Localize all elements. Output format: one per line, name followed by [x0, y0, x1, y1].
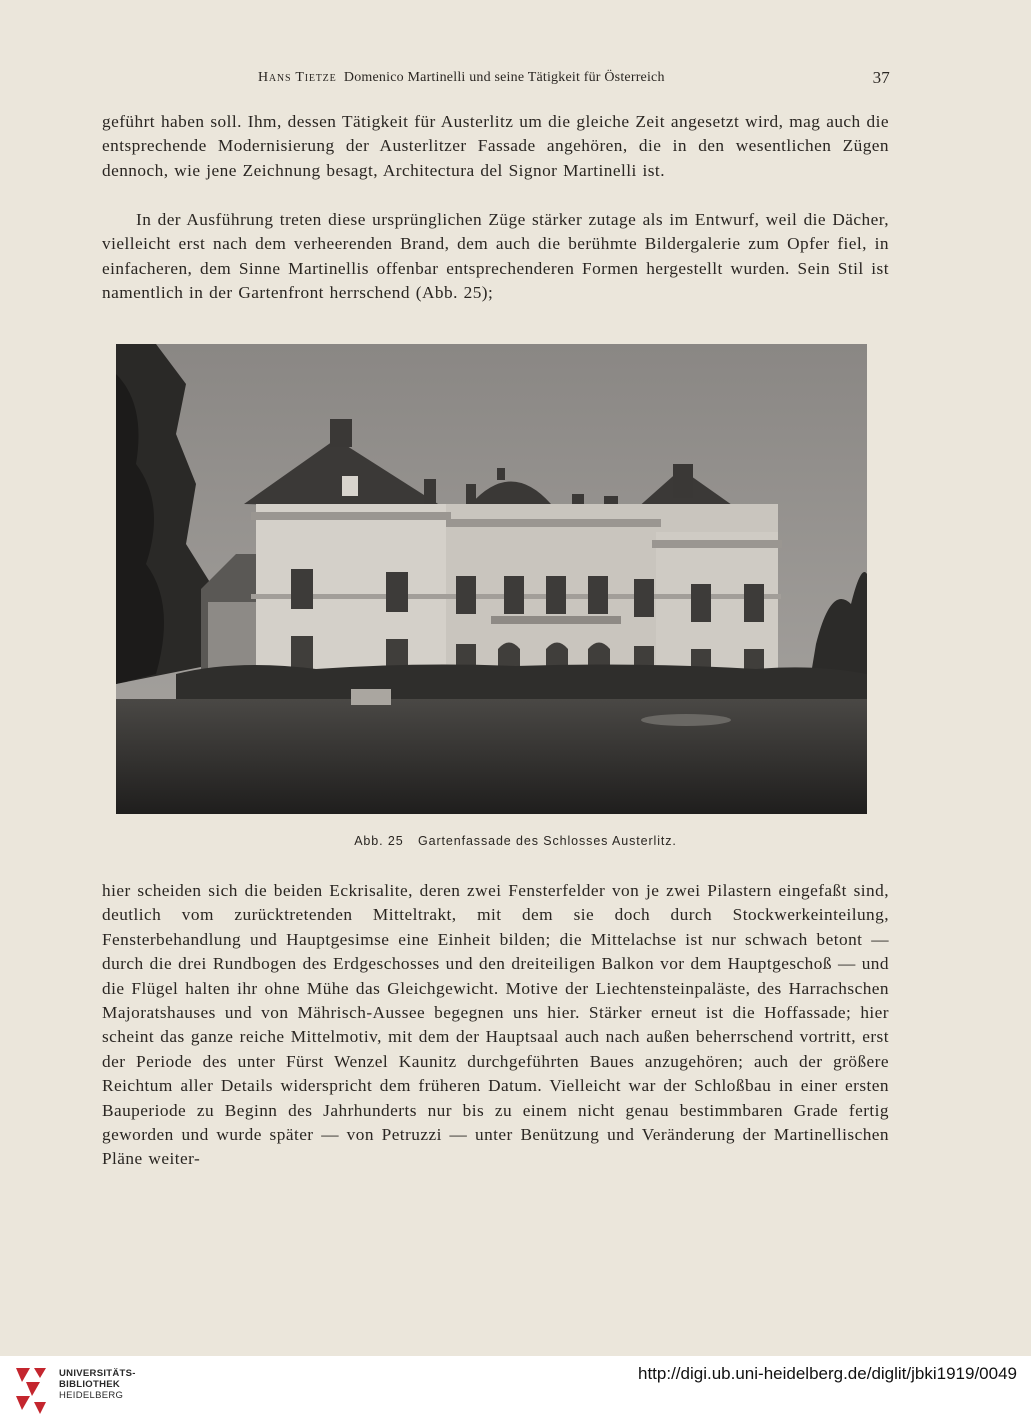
- library-line-2: BIBLIOTHEK: [59, 1379, 121, 1390]
- page-number: 37: [872, 68, 890, 87]
- header-title: [258, 70, 665, 86]
- library-name: [59, 1368, 136, 1401]
- paragraph-2: In der Ausführung treten diese ursprünglichen Züge stärker zutage als im Entwurf, weil die Dächer, vielleicht erst nach dem verheerenden Brand, dem auch die berühmte Bildergalerie zum Opfer fiel, in einfacheren, dem Sinne Martinellis offenbar entsprechenderen Formen hergestellt wurden. Sein Stil ist namentlich in der Gartenfront herrschend (Abb. 25);: [102, 210, 889, 303]
- figure-photograph-schloss-austerlitz: [116, 344, 867, 814]
- header-article-title: Domenico Martinelli und seine Tätigkeit für Österreich: [343, 70, 665, 85]
- palace-photograph: [116, 344, 867, 814]
- paragraph-3: hier scheiden sich die beiden Eckrisalite, deren zwei Fensterfelder von je zwei Pilastern eingefaßt sind, deutlich vom zurücktretenden Mitteltrakt, mit dem sie doch durch Stockwerkeinteilung, Fensterbehandlung und Hauptgesimse eine Einheit bilden; die Mittelachse ist nur schwach betont — durch die drei Rundbogen des Erdgeschosses und den dreiteiligen Balkon vor dem Hauptgeschoß — und die Flügel halten ihr ohne Mühe das Gleichgewicht. Motive der Liechtensteinpaläste, des Harrachschen Majoratshauses und von Mährisch-Aussee begegnen uns hier. Stärker erneut ist die Hoffassade; hier scheint das ganze reiche Mittelmotiv, mit dem der Hauptsaal auch nach außen beherrschend vortritt, erst der Periode des unter Fürst Wenzel Kaunitz durchgeführten Baues anzugehören; auch der größere Reichtum aller Details widerspricht dem früheren Datum. Vielleicht war der Schloßbau in einer ersten Bauperiode zu Beginn des Jahrhunderts nur bis zu einem nicht genau bestimmbaren Grade fertig geworden und wurde später — von Petruzzi — unter Benützung und Veränderung der Martinellischen Pläne weiter-: [102, 881, 889, 1169]
- library-line-1: UNIVERSITÄTS-: [59, 1368, 136, 1379]
- header-author: Hans Tietze: [258, 70, 337, 85]
- library-logo-icon: [10, 1364, 52, 1420]
- library-line-3: HEIDELBERG: [59, 1390, 124, 1401]
- figure-label: Abb. 25: [354, 834, 404, 848]
- figure-caption: [0, 834, 1031, 848]
- figure-caption-text: Gartenfassade des Schlosses Austerlitz.: [417, 834, 677, 848]
- running-header: [100, 70, 890, 92]
- permalink-url[interactable]: http://digi.ub.uni-heidelberg.de/diglit/jbki1919/0049: [638, 1364, 1017, 1383]
- paragraph-1: geführt haben soll. Ihm, dessen Tätigkeit für Austerlitz um die gleiche Zeit angesetzt wird, mag auch die entsprechende Modernisierung der Austerlitzer Fassade angehören, die in den wesentlichen Zügen dennoch, wie jene Zeichnung besagt, Architectura del Signor Martinelli ist.: [102, 112, 889, 180]
